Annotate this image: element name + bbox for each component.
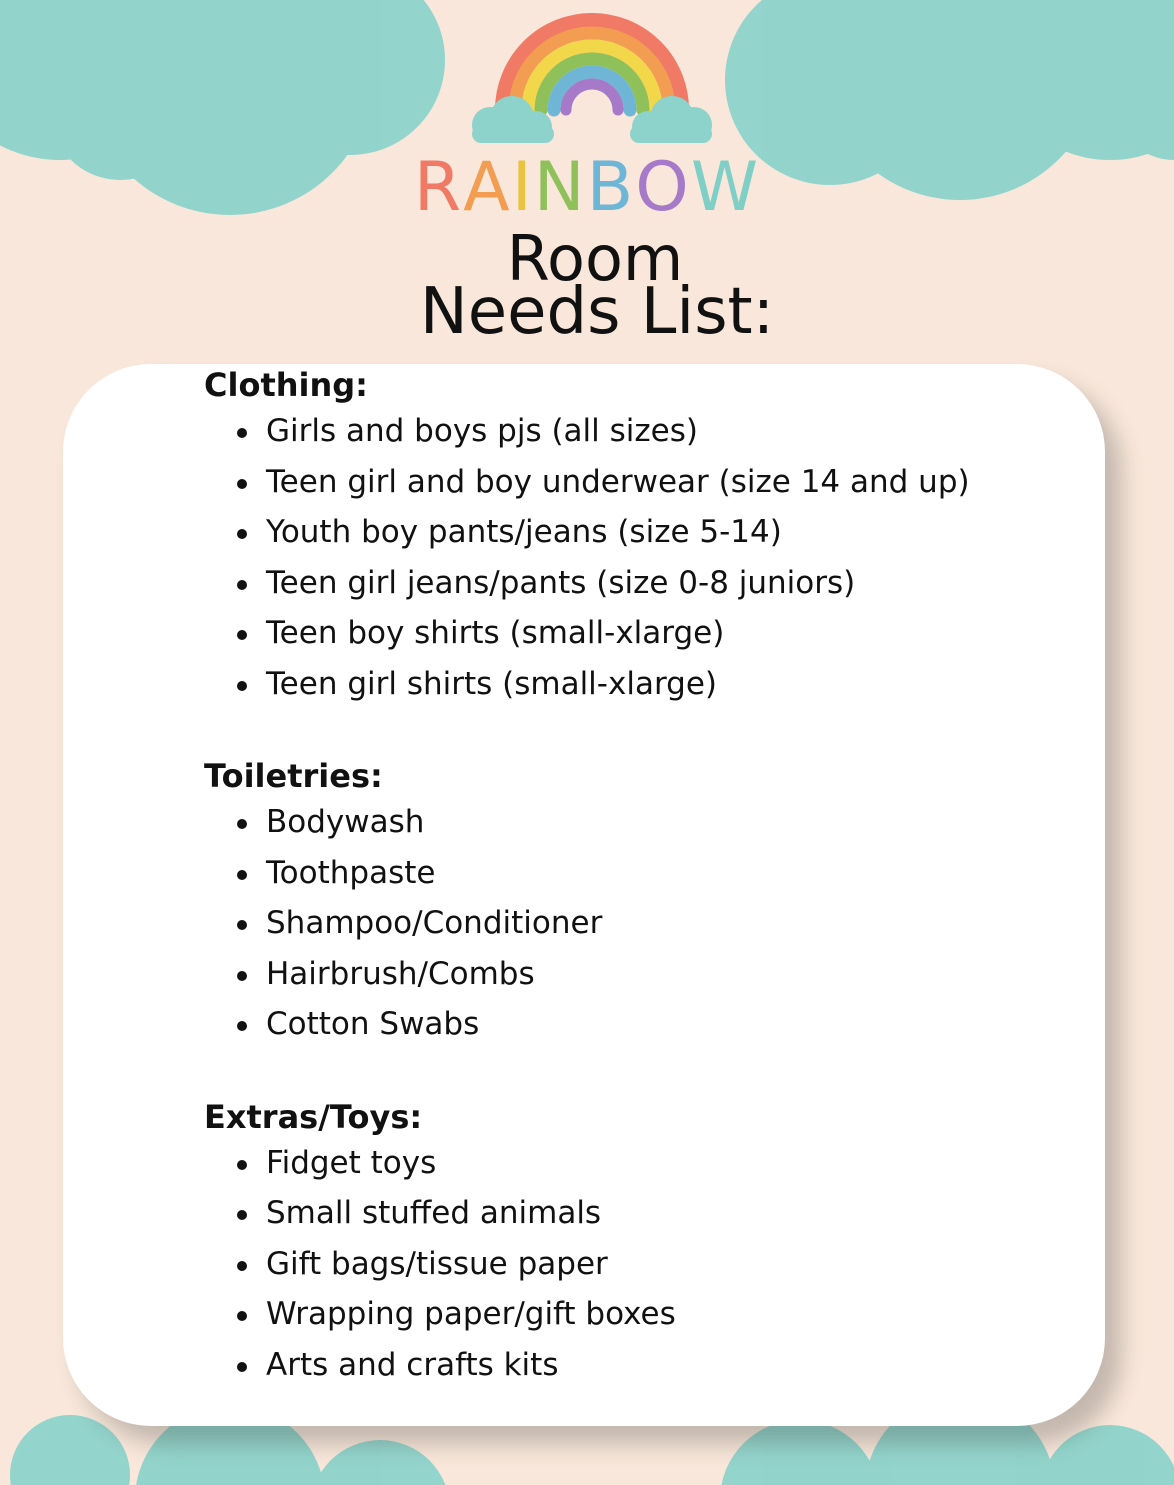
list-item: Shampoo/Conditioner — [204, 898, 1084, 949]
rainbow-icon — [462, 0, 722, 150]
list-item: Fidget toys — [204, 1138, 1084, 1189]
brand-letter: O — [635, 148, 691, 227]
list-item: Girls and boys pjs (all sizes) — [204, 406, 1084, 457]
section-title-extras-toys: Extras/Toys: — [204, 1097, 423, 1136]
list-item: Youth boy pants/jeans (size 5-14) — [204, 507, 1084, 558]
brand-letter: R — [413, 148, 464, 227]
list-item: Teen boy shirts (small-xlarge) — [204, 608, 1084, 659]
extras-toys-list — [204, 1138, 1084, 1391]
list-item: Wrapping paper/gift boxes — [204, 1289, 1084, 1340]
section-title-clothing: Clothing: — [204, 366, 368, 404]
section-title-toiletries: Toiletries: — [204, 757, 383, 795]
list-item: Teen girl shirts (small-xlarge) — [204, 659, 1084, 710]
page-title-line2: Needs List: — [419, 275, 775, 349]
header — [0, 0, 1174, 360]
list-item: Hairbrush/Combs — [204, 949, 1084, 1000]
toiletries-list — [204, 797, 1084, 1050]
list-item: Cotton Swabs — [204, 999, 1084, 1050]
brand-letter: I — [511, 148, 534, 227]
list-item: Teen girl and boy underwear (size 14 and up) — [204, 457, 1084, 508]
list-item: Small stuffed animals — [204, 1188, 1084, 1239]
page-title-line1: Room — [506, 222, 684, 295]
brand-wordmark — [0, 148, 1174, 227]
spacer — [204, 709, 1084, 755]
clothing-list — [204, 406, 1084, 709]
list-item: Arts and crafts kits — [204, 1340, 1084, 1391]
needs-list — [204, 364, 1084, 1390]
list-item: Bodywash — [204, 797, 1084, 848]
list-item: Toothpaste — [204, 848, 1084, 899]
brand-letter: N — [533, 148, 587, 227]
brand-letter: A — [463, 148, 512, 227]
brand-letter: B — [586, 148, 636, 227]
list-item: Teen girl jeans/pants (size 0-8 juniors) — [204, 558, 1084, 609]
list-item: Gift bags/tissue paper — [204, 1239, 1084, 1290]
spacer — [204, 1050, 1084, 1096]
brand-letter: W — [690, 148, 761, 227]
